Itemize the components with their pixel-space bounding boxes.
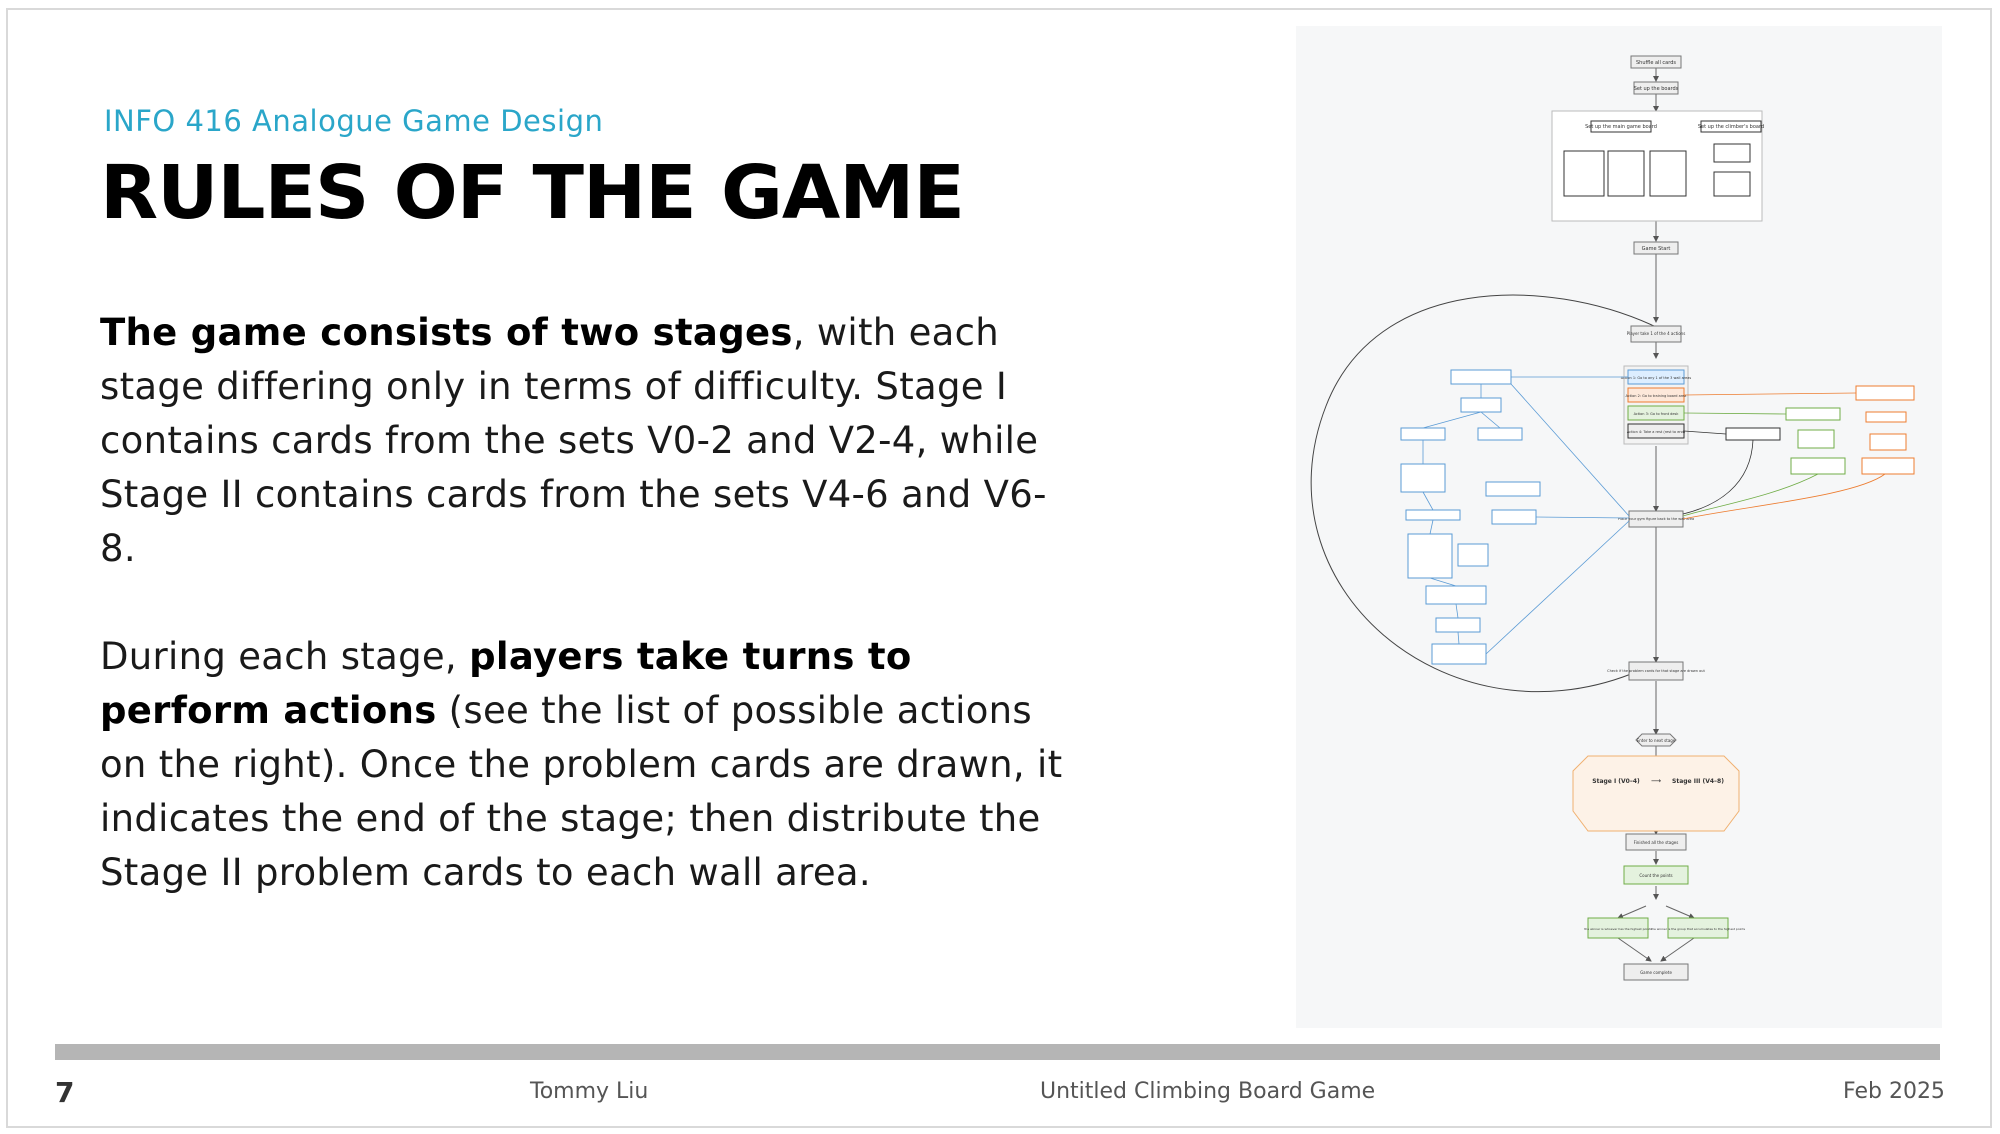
node-complete: Game complete [1640, 970, 1672, 975]
node-place-figure: Place your gym figure back to the wall area [1617, 517, 1695, 521]
paragraph-turns [100, 630, 1080, 900]
turns-rest: (see the list of possible actions on the right). Once the problem cards are drawn, it indicates the end of the stage; then distribute the Stage II problem cards to each wall area. [100, 689, 1063, 894]
course-subtitle: INFO 416 Analogue Game Design [104, 104, 604, 138]
turns-start: During each stage, [100, 635, 470, 678]
node-stage2: Stage III (V4–8) [1672, 778, 1724, 785]
stages-bold: The game consists of two stages [100, 311, 793, 354]
footer-bar [55, 1044, 1940, 1060]
node-setup-main: Set up the main game board [1585, 124, 1657, 130]
node-setup-climber: Set up the climber's board [1697, 124, 1765, 130]
flowchart-diagram [1296, 26, 1942, 1028]
body-text [100, 306, 1080, 900]
node-check-cards: Check if the problem cards for that stage are drawn out [1607, 669, 1705, 673]
node-stage1: Stage I (V0–4) [1592, 778, 1640, 785]
node-winner-individual: the winner is whoever has the highest points [1584, 927, 1652, 931]
page-number: 7 [55, 1076, 75, 1109]
node-action3: Action 3: Go to front desk [1633, 412, 1679, 416]
node-enter-next: Enter to next stage [1636, 738, 1676, 743]
footer-project: Untitled Climbing Board Game [1040, 1079, 1376, 1104]
node-game-start: Game Start [1641, 246, 1671, 252]
node-setup: Set up the boards [1633, 86, 1679, 92]
turns-bold: players take turns to perform actions [100, 635, 912, 732]
node-finish: Finished all the stages [1633, 840, 1679, 845]
slide-title: RULES OF THE GAME [100, 150, 964, 236]
footer-date: Feb 2025 [1843, 1079, 1945, 1104]
stages-rest: , with each stage differing only in terms of difficulty. Stage I contains cards from the sets V0-2 and V2-4, while Stage II contains cards from the sets V4-6 and V6-8. [100, 311, 1047, 570]
node-player-take: Player take 1 of the 4 actions [1626, 331, 1686, 336]
node-count: Count the points [1639, 873, 1673, 878]
svg-text:⟶: ⟶ [1650, 777, 1662, 785]
node-winner-group: the winner is the group that accumulates to the highest points [1650, 927, 1746, 931]
paragraph-stages [100, 306, 1080, 576]
node-action4: Action 4: Take a rest (rest to end) [1626, 430, 1686, 434]
node-shuffle: Shuffle all cards [1635, 60, 1677, 66]
footer-author: Tommy Liu [530, 1079, 649, 1104]
node-action1: Action 1: Go to any 1 of the 3 wall areas [1620, 376, 1692, 380]
node-action2: Action 2: Go to training board area [1625, 394, 1687, 398]
